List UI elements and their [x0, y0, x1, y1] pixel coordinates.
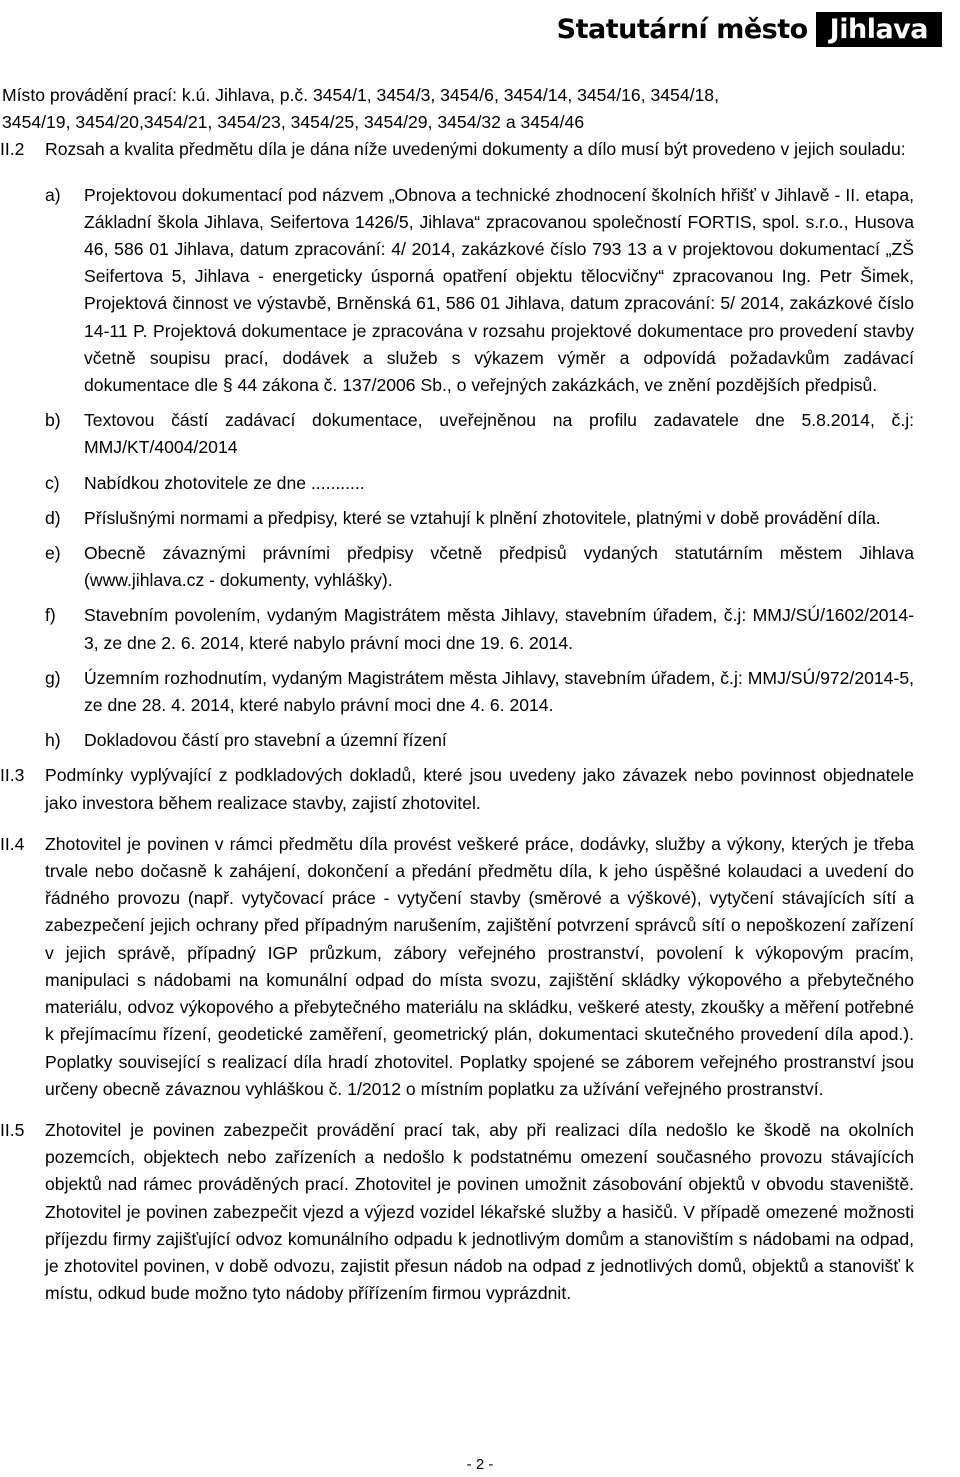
section-number: II.4 — [0, 833, 25, 854]
intro-line-1: Místo provádění prací: k.ú. Jihlava, p.č. 3454/1, 3454/3, 3454/6, 3454/14, 3454/16, 3454/18, — [2, 85, 719, 105]
item-text: Nabídkou zhotovitele ze dne ........... — [84, 472, 365, 493]
section-text: Zhotovitel je povinen zabezpečit provádění prací tak, aby při realizaci díla nedošlo ke škodě na okolních pozemcích, objektech nebo zařízeních a nedošlo k podstatnému omezení současného provozu stávajících objektů nad rámec prováděných prací. Zhotovitel je povinen umožnit zásobování objektů v obvodu staveniště. Zhotovitel je povinen zabezpečit vjezd a výjezd vozidel lékařské služby a hasičů. V případě omezené možnosti příjezdu firmy zajišťující odvoz komunálního odpadu k jednotlivým domům a stanovištím s nádobami na odpad, je zhotovitel povinen, v době odvozu, zajistit přesun nádob na odpad z jednotlivých domů, objektů a stanovišť k místu, odkud bude možno tyto nádoby přířízením firmou vyprázdnit. — [45, 1119, 914, 1304]
item-text: Obecně závaznými právními předpisy včetně předpisů vydaných statutárním městem Jihlava (www.jihlava.cz - dokumenty, vyhlášky). — [84, 543, 914, 591]
list-item-h — [0, 727, 960, 754]
section-ii-3 — [0, 762, 960, 816]
document-body — [0, 82, 960, 1307]
section-ii-2 — [0, 136, 960, 163]
item-text: Projektovou dokumentací pod názvem „Obnova a technické zhodnocení školních hřišť v Jihlavě - II. etapa, Základní škola Jihlava, Seifertova 1426/5, Jihlava“ zpracovanou společností FORTIS, spol. s.r.o., Husova 46, 586 01 Jihlava, datum zpracování: 4/ 2014, zakázkové číslo 793 13 a v projektovou dokumentací „ZŠ Seifertova 5, Jihlava - energeticky úsporná opatření objektu tělocvičny“ zpracovanou Ing. Petr Šimek, Projektová činnost ve výstavbě, Brněnská 61, 586 01 Jihlava, datum zpracování: 5/ 2014, zakázkové číslo 14-11 P. Projektová dokumentace je zpracována v rozsahu projektové dokumentace pro provedení stavby včetně soupisu prací, dodávek a služeb s výkazem výměr a odpovídá požadavkům zadávací dokumentace dle § 44 zákona č. 137/2006 Sb., o veřejných zakázkách, ve znění pozdějších předpisů. — [84, 184, 914, 396]
list-item-g — [0, 665, 960, 719]
list-item-c — [0, 470, 960, 497]
section-ii-5 — [0, 1117, 960, 1307]
list-item-e — [0, 540, 960, 594]
item-label: b) — [45, 410, 61, 431]
brand-prefix: Statutární město — [556, 13, 808, 45]
item-label: f) — [45, 605, 56, 626]
page-header — [557, 10, 942, 48]
item-text: Stavebním povolením, vydaným Magistrátem města Jihlavy, stavebním úřadem, č.j: MMJ/SÚ/1602/2014-3, ze dne 2. 6. 2014, které nabylo právní moci dne 19. 6. 2014. — [84, 605, 914, 653]
intro-line-2: 3454/19, 3454/20,3454/21, 3454/23, 3454/25, 3454/29, 3454/32 a 3454/46 — [2, 112, 585, 133]
list-item-a — [0, 182, 960, 400]
section-number: II.2 — [0, 139, 25, 160]
item-label: c) — [45, 472, 60, 493]
section-text: Rozsah a kvalita předmětu díla je dána níže uvedenými dokumenty a dílo musí být provedeno v jejich souladu: — [45, 139, 906, 160]
item-text: Příslušnými normami a předpisy, které se vztahují k plnění zhotovitele, platnými v době provádění díla. — [84, 507, 881, 528]
item-label: g) — [45, 667, 61, 688]
section-ii-4 — [0, 831, 960, 1103]
item-text: Textovou částí zadávací dokumentace, uveřejněnou na profilu zadavatele dne 5.8.2014, č.j: MMJ/KT/4004/2014 — [84, 410, 914, 458]
section-number: II.5 — [0, 1119, 25, 1140]
section-number: II.3 — [0, 765, 25, 786]
brand-city-logo: Jihlava — [816, 12, 942, 47]
item-label: a) — [45, 184, 61, 205]
list-item-d — [0, 505, 960, 532]
item-label: d) — [45, 507, 61, 528]
page-number: - 2 - — [466, 1456, 494, 1473]
section-text: Podmínky vyplývající z podkladových dokladů, které jsou uvedeny jako závazek nebo povinnost objednatele jako investora během realizace stavby, zajistí zhotovitel. — [45, 765, 914, 813]
item-label: e) — [45, 543, 61, 564]
list-item-b — [0, 407, 960, 461]
item-text: Dokladovou částí pro stavební a územní řízení — [84, 730, 447, 751]
item-label: h) — [45, 730, 61, 751]
list-item-f — [0, 602, 960, 656]
item-text: Územním rozhodnutím, vydaným Magistrátem města Jihlavy, stavebním úřadem, č.j: MMJ/SÚ/972/2014-5, ze dne 28. 4. 2014, které nabylo právní moci dne 4. 6. 2014. — [84, 667, 914, 716]
section-text: Zhotovitel je povinen v rámci předmětu díla provést veškeré práce, dodávky, služby a výkony, kterých je třeba trvale nebo dočasně k zahájení, dokončení a předání předmětu díla, k jeho úspěšné kolaudaci a uvedení do řádného provozu (např. vytyčovací práce - vytyčení stavby (směrové a výškové), vytyčení stávajících sítí a zabezpečení jejich ochrany před případným narušením, zajištění potvrzení správců sítí o nepoškození zařízení v jejich správě, případný IGP průzkum, zábory veřejného prostranství, povolení k výkopovým pracím, manipulaci s nádobami na komunální odpad do místa svozu, zajištění skládky výkopového a přebytečného materiálu, odvoz výkopového a přebytečného materiálu na skládku, veškeré atesty, zkoušky a měření potřebné k přejímacímu řízení, geodetické zaměření, geometrický plán, dokumentaci skutečného provedení díla apod.). Poplatky související s realizací díla hradí zhotovitel. Poplatky spojené se záborem veřejného prostranství jsou určeny obecně závaznou vyhláškou č. 1/2012 o místním poplatku za užívání veřejného prostranství. — [45, 833, 914, 1099]
